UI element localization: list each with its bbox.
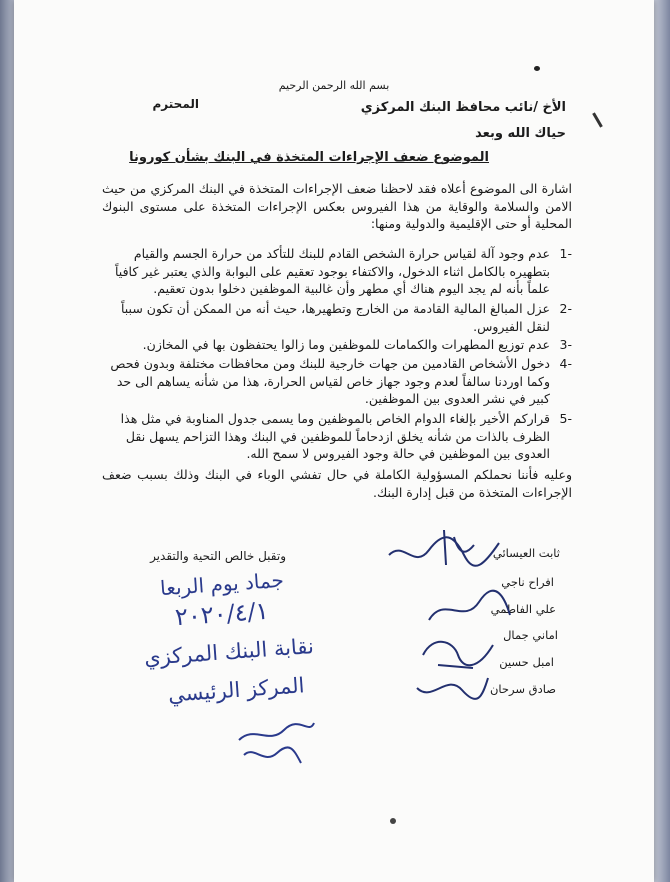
scan-right-edge bbox=[654, 0, 670, 882]
intro-paragraph: اشارة الى الموضوع أعلاه فقد لاحظنا ضعف الإجراءات المتخذة في البنك المركزي من حيث الامن والسلامة والوقاية من هذا الفيروس بعكس الإجراءات المتخذة على مستوى البنوك المحلية أو حتى الإقليمية والدولية ومنها: bbox=[102, 181, 572, 232]
item-text: دخول الأشخاص القادمين من جهات خارجية للبنك ومن محافظات مختلفة وبدون فحص وكما اوردنا سالفاً لعدم وجود جهاز خاص لقياس الحرارة، هذا من شأنه يساهم الى حد كبير في نشر العدوى بين الموظفين. bbox=[110, 356, 550, 407]
list-item bbox=[102, 410, 572, 463]
handwritten-note-line: نقابة البنك المركزي bbox=[143, 634, 315, 670]
handwritten-note-line: ٢٠٢٠/٤/١ bbox=[174, 596, 270, 632]
list-item bbox=[102, 300, 572, 335]
list-item bbox=[102, 336, 572, 354]
signatory-name: امبل حسين bbox=[499, 655, 554, 669]
ink-speck bbox=[534, 66, 540, 71]
signatory-name: افراح ناجي bbox=[501, 575, 554, 589]
item-number: -3 bbox=[559, 337, 572, 352]
list-item bbox=[102, 355, 572, 408]
signatory-name: علي الفاطمي bbox=[490, 602, 556, 616]
item-number: -2 bbox=[559, 301, 572, 316]
conclusion-paragraph: وعليه فأننا نحملكم المسؤولية الكاملة في حال تفشي الوباء في البنك وذلك بسبب ضعف الإجراءات المتخذة من قبل إدارة البنك. bbox=[102, 467, 572, 500]
addressee: الأخ /نائب محافظ البنك المركزي bbox=[360, 100, 566, 115]
ink-speck bbox=[592, 112, 603, 127]
signatory-name: ثابت العيسائي bbox=[492, 546, 560, 560]
handwritten-note-line: المركز الرئيسي bbox=[166, 673, 305, 707]
ink-speck bbox=[390, 818, 396, 824]
item-text: عزل المبالغ المالية القادمة من الخارج وتطهيرها، حيث أنه من الممكن أن تكون سبباً لنقل الفيروس. bbox=[120, 301, 550, 334]
list-item bbox=[102, 245, 572, 298]
signatory-name: صادق سرحان bbox=[489, 682, 556, 696]
handwritten-signature bbox=[229, 715, 319, 775]
honorific: المحترم bbox=[152, 97, 199, 111]
closing-line: وتقبل خالص التحية والتقدير bbox=[150, 549, 286, 563]
handwritten-note-line: جماد يوم الربعا bbox=[159, 567, 285, 601]
item-text: قراركم الأخير بإلغاء الدوام الخاص بالموظفين وما يسمى جدول المناوبة في مثل هذا الظرف بالذات من شأنه يخلق ازدحاماً للموظفين في البنك وهذا التزاحم يسهل نقل العدوى بين الموظفين في حالة وجود الفيروس لا سمح الله. bbox=[120, 411, 550, 462]
item-number: -1 bbox=[559, 246, 572, 261]
item-number: -4 bbox=[559, 356, 572, 371]
item-text: عدم توزيع المطهرات والكمامات للموظفين وما زالوا يحتفظون بها في المخازن. bbox=[142, 337, 550, 352]
signature-scribble bbox=[412, 668, 492, 708]
signatory-name: اماني جمال bbox=[503, 628, 558, 642]
greeting: حياك الله وبعد bbox=[475, 126, 566, 141]
item-text: عدم وجود آلة لقياس حرارة الشخص القادم للبنك للتأكد من حرارة الجسم والقيام بتطهيره بالكامل اثناء الدخول، والاكتفاء بوجود تعقيم على البوابة والذي يعتبر غير كافياً علماً بأنه لم يجد اليوم هناك أي مطهر وأن غالبية الموظفين دخلوا بدون تعقيم. bbox=[115, 246, 550, 297]
subject-line: الموضوع ضعف الإجراءات المتخذة في البنك بشأن كورونا bbox=[129, 150, 489, 165]
scan-left-edge bbox=[0, 0, 14, 882]
signature-scribble bbox=[424, 590, 514, 630]
letter-page bbox=[14, 0, 654, 882]
basmala: بسم الله الرحمن الرحيم bbox=[278, 79, 390, 92]
signature-scribble bbox=[384, 525, 504, 575]
item-number: -5 bbox=[559, 411, 572, 426]
